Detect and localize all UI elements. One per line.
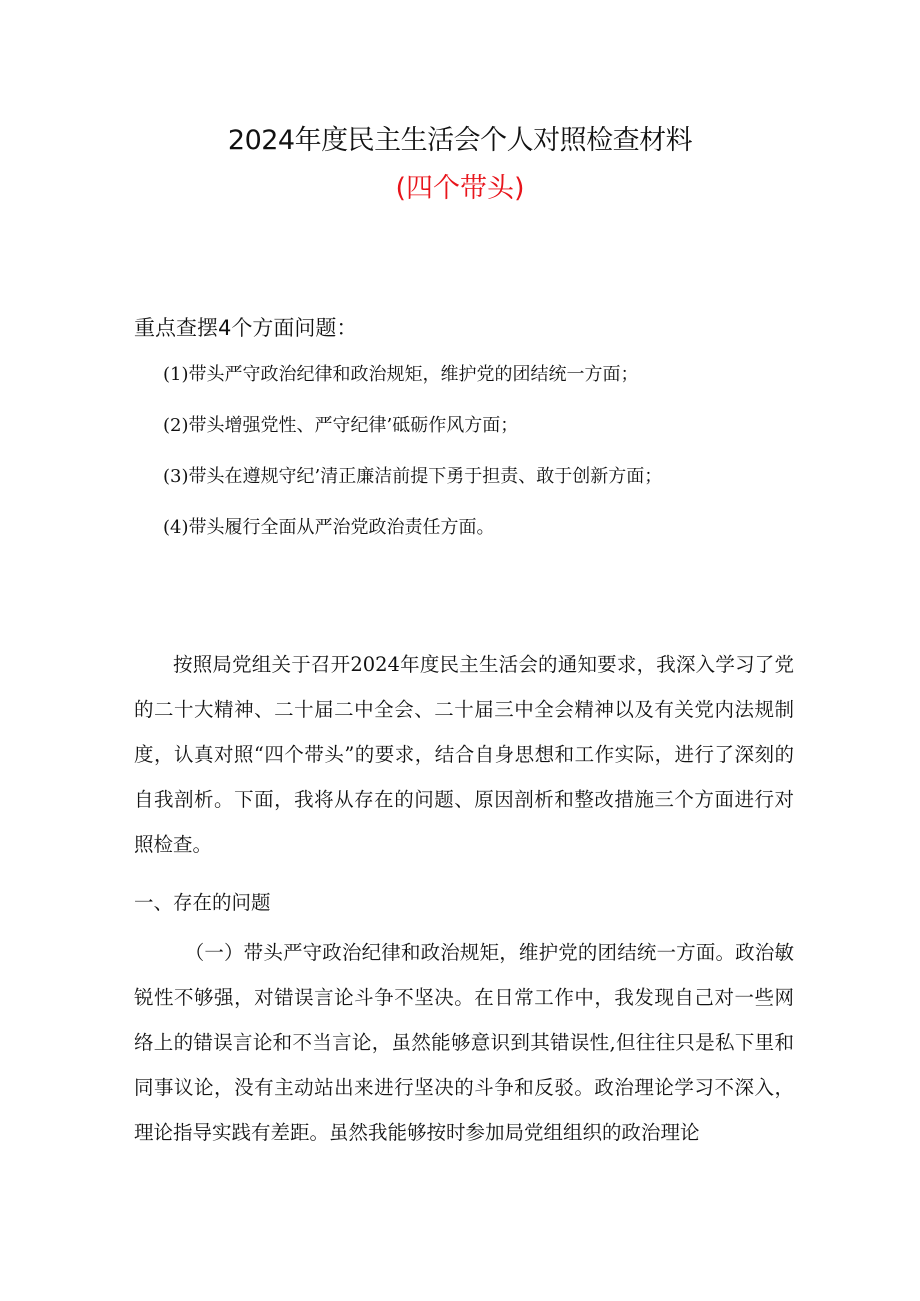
focus-list [163,358,662,562]
body-paragraph: （一）带头严守政治纪律和政治规矩，维护党的团结统一方面。政治敏锐性不够强，对错误言论斗争不坚决。在日常工作中，我发现自己对一些网络上的错误言论和不当言论，虽然能够意识到其错误性,但往往只是私下里和同事议论，没有主动站出来进行坚决的斗争和反驳。政治理论学习不深入，理论指导实践有差距。虽然我能够按时参加局党组组织的政治理论 [134,941,794,1144]
intro-paragraph: 按照局党组关于召开2024年度民主生活会的通知要求，我深入学习了党的二十大精神、二十届二中全会、二十届三中全会精神以及有关党内法规制度，认真对照“四个带头”的要求，结合自身思想和工作实际，进行了深刻的自我剖析。下面，我将从存在的问题、原因剖析和整改措施三个方面进行对照检查。 [134,653,794,856]
focus-heading: 重点查摆4个方面问题： [134,316,358,340]
focus-item: (1)带头严守政治纪律和政治规矩，维护党的团结统一方面； [163,364,639,385]
focus-item: (3)带头在遵规守纪’清正廉洁前提下勇于担责、敢于创新方面； [163,466,663,487]
document-title: 2024年度民主生活会个人对照检查材料 [227,125,693,156]
section-heading: 一、存在的问题 [134,891,271,914]
focus-item: (2)带头增强党性、严守纪律’砥砺作风方面； [163,415,519,436]
document-subtitle: (四个带头) [395,173,525,204]
focus-item: (4)带头履行全面从严治党政治责任方面。 [163,517,495,538]
